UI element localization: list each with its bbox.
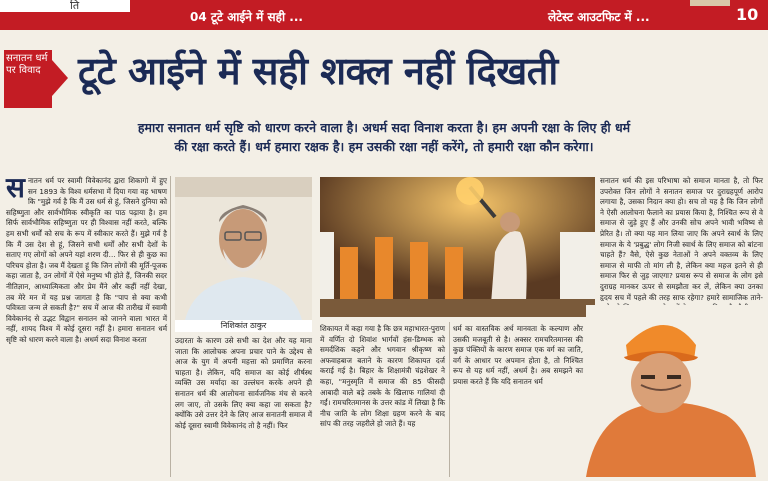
author-portrait-image	[175, 177, 312, 320]
deck-line-1: हमारा सनातन धर्म सृष्टि को धारण करने वाला है। अधर्म सदा विनाश करता है। हम अपनी रक्षा के लिए ही धर्म	[137, 120, 631, 135]
drop-cap: स	[6, 171, 25, 204]
topic-tag: सनातन धर्म पर विवाद	[4, 50, 52, 108]
header-bar	[0, 0, 768, 30]
article-column-2	[175, 336, 312, 477]
column-3-text: शिकायत में कहा गया है कि छत्र महाभारत-पुराण में वर्णित दो शिवांश भार्गवों हंस-डिम्भक को समर्दशिक कहने और भगवान श्रीकृष्ण को अफवाहबाज बताने के कारण शिकायत दर्ज कराई गई है। बिहार के शिक्षामंत्री चंद्रशेखर ने कहा, "मनुस्मृति में समाज की 85 फीसदी आबादी वाले बड़े तबके के खिलाफ गालियां दी गईं। रामचरितमानस के उत्तर कांड में लिखा है कि नीच जाति के लोग शिक्षा ग्रहण करने के बाद सांप की तरह जहरीले हो जाते हैं। यह	[320, 324, 445, 429]
article-column-1	[6, 171, 167, 477]
deck	[0, 118, 768, 156]
article-column-5	[600, 176, 763, 304]
column-2-text: उदारता के कारण उसे सभी का देश और यह माना जाता कि आलोचक अपना प्रचार पाने के उद्देश्य से आज के युग में अपनी महत्ता को प्रमाणित करना चाहता है। लेकिन, यदि समाज का कोई शीर्षस्थ व्यक्ति उस मर्यादा का उल्लंघन करके अपने ही सनातन धर्म की आलोचना सार्वजनिक मंच से करने लग जाए, तो उसके लिए क्या कहा जा सकता है? क्योंकि उसे उत्तर देने के लिए आज सनातनी समाज में कोई दूसरा स्वामी विवेकानंद तो है नहीं। फिर	[175, 336, 312, 430]
section-label-right: लेटेस्ट आउटफिट में ...	[548, 10, 650, 24]
ganga-aarti-image	[320, 177, 595, 317]
deck-line-2: की रक्षा करते हैं। धर्म हमारा रक्षक है। हम उसकी रक्षा नहीं करेंगे, तो हमारी रक्षा कौन करेगा।	[174, 139, 594, 154]
header-thumbnail	[690, 0, 730, 6]
column-5-text: सनातन धर्म की इस परिभाषा को समाज मानता है, तो फिर उपरोक्त जिन लोगों ने सनातन समाज पर दुराग्रहपूर्ण आरोप लगाया है, उसका निदान क्या हो। सच तो यह है कि जिन लोगों ने ऐसी आलोचना फैलाने का प्रयास किया है, निश्चित रूप से वे समाज से जुड़े हुए हैं और उनकी सोच अपने भावी भविष्य से प्रेरित है। तो क्या यह मान लिया जाए कि अपने स्वार्थ के लिए समाज के ये 'प्रबुद्ध' लोग निजी स्वार्थ के लिए समाज को बांटना चाहते हैं? वैसे, ऐसे कुछ नेताओं ने अपने वक्तव्य के लिए समाज से माफी तो मांग ली है, लेकिन क्या महज इतने से ही समाज फिर से जुड़ जाएगा? प्रयास रूप से समाज के लोग इसे दुराग्रह मानकर ऊपर से समझौता कर लें, लेकिन क्या उनका हृदय सच में पहले की तरह साफ रहेगा? हमारे सामाजिक ताने-	[600, 176, 763, 302]
vivekananda-illustration	[586, 305, 768, 477]
column-4-text: धर्म का वास्तविक अर्थ मानवता के कल्याण और उसकी मजबूती से है। अक्सर रामचरितमानस की कुछ पंक्तियों के कारण समाज एक वर्ग का जाति, वर्ग के आधार पर अपमान होता है, तो निश्चित रूप से यह धर्म नहीं, अधर्म है। अब समझने का प्रयास करते हैं कि यदि सनातन धर्म	[453, 324, 583, 386]
aarti-ceremony-photo	[320, 177, 595, 317]
article-column-4	[453, 324, 583, 477]
section-label-left: 04 टूटे आईने में सही ...	[190, 10, 303, 24]
column-rule	[449, 322, 450, 477]
photo-caption: निशिकांत ठाकुर	[175, 320, 312, 332]
headline: टूटे आईने में सही शक्ल नहीं दिखती	[78, 49, 558, 93]
vivekananda-image	[586, 305, 768, 477]
article-column-3	[320, 324, 445, 477]
column-1-text: नातन धर्म पर स्वामी विवेकानंद द्वारा शिकागो में हुए सन 1893 के विश्व धर्मसभा में दिया गया वह भाषण कि "मुझे गर्व है कि मैं उस धर्म से हूं, जिसने दुनिया को सहिष्णुता और सार्वभौमिक स्वीकृति का पाठ पढ़ाया है। हम सिर्फ सार्वभौमिक सहिष्णुता पर ही विश्वास नहीं करते, बल्कि हम सभी धर्मों को सच के रूप में स्वीकार करते हैं। मुझे गर्व है कि मैं उस देश से हूं, जिसने सभी धर्मों और सभी देशों के सताए गए लोगों को अपने यहां शरण दी... फिर से ही कुछ का परिचय होता है। जब मैं देखता हूं कि जिन लोगों की मूर्ति-पूजक कहा जाता है, उन लोगों में ऐसे मनुष्य भी होते हैं, जिनकी सदर नीतिज्ञान, आध्यात्मिकता और प्रेम मैंने और कहीं नहीं देखा, तब मेरे मन में यह प्रश्न जागता है कि "पाप से क्या कभी पवित्रता जन्म ले सकती है?" सच में आज की तारीख में स्वामी विवेकानंद से उद्भट विद्वान सनातन को जानने वाला भारत में नहीं, शायद विश्व में कोई दूसरा नहीं है। हमारा सनातन धर्म सृष्टि को धारण करने वाला है। अधर्म सदा विनाश करता	[6, 176, 167, 344]
page-number: 10	[736, 5, 759, 24]
author-photo	[175, 177, 312, 320]
logo-text: ति	[70, 0, 80, 12]
masthead-logo	[0, 0, 130, 12]
column-rule	[170, 176, 171, 477]
